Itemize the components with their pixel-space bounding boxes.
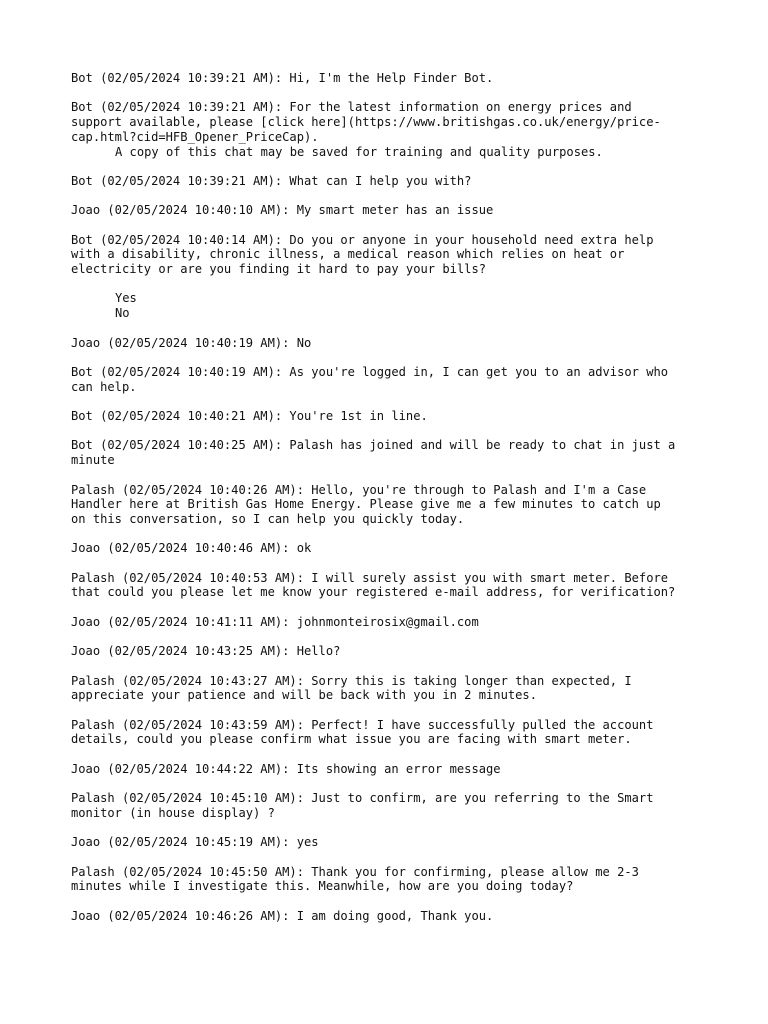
message-line: details, could you please confirm what issue you are facing with smart meter. bbox=[71, 732, 632, 747]
chat-message bbox=[71, 233, 731, 277]
message-line: Joao (02/05/2024 10:40:46 AM): ok bbox=[71, 541, 312, 556]
message-line: Joao (02/05/2024 10:44:22 AM): Its showing an error message bbox=[71, 761, 501, 776]
chat-message bbox=[71, 336, 731, 351]
message-line: minute bbox=[71, 453, 115, 468]
chat-message bbox=[71, 71, 731, 86]
chat-message bbox=[71, 438, 731, 467]
message-line: Joao (02/05/2024 10:40:19 AM): No bbox=[71, 335, 312, 350]
chat-message bbox=[71, 791, 731, 820]
message-line: Bot (02/05/2024 10:40:21 AM): You're 1st in line. bbox=[71, 409, 428, 424]
message-line: support available, please [click here](https://www.britishgas.co.uk/energy/price- bbox=[71, 115, 661, 130]
message-line: Joao (02/05/2024 10:41:11 AM): johnmonteirosix@gmail.com bbox=[71, 614, 479, 629]
chat-message bbox=[71, 644, 731, 659]
chat-message bbox=[71, 203, 731, 218]
chat-message bbox=[71, 835, 731, 850]
chat-message bbox=[71, 909, 731, 924]
message-line: Joao (02/05/2024 10:46:26 AM): I am doing good, Thank you. bbox=[71, 908, 494, 923]
message-line: Palash (02/05/2024 10:40:53 AM): I will surely assist you with smart meter. Before bbox=[71, 570, 669, 585]
message-line: Joao (02/05/2024 10:40:10 AM): My smart meter has an issue bbox=[71, 203, 494, 218]
chat-message bbox=[71, 762, 731, 777]
chat-options bbox=[71, 291, 731, 320]
chat-message bbox=[71, 865, 731, 894]
message-line: Handler here at British Gas Home Energy. Please give me a few minutes to catch up bbox=[71, 497, 661, 512]
message-line: electricity or are you finding it hard to pay your bills? bbox=[71, 262, 487, 277]
message-line: Bot (02/05/2024 10:39:21 AM): What can I help you with? bbox=[71, 173, 472, 188]
message-line: that could you please let me know your registered e-mail address, for verification? bbox=[71, 585, 676, 600]
message-line: cap.html?cid=HFB_Opener_PriceCap). bbox=[71, 129, 319, 144]
chat-transcript bbox=[71, 71, 731, 938]
message-line: Joao (02/05/2024 10:43:25 AM): Hello? bbox=[71, 644, 341, 659]
message-line: Bot (02/05/2024 10:40:14 AM): Do you or anyone in your household need extra help bbox=[71, 232, 654, 247]
chat-message bbox=[71, 483, 731, 527]
message-line: minutes while I investigate this. Meanwhile, how are you doing today? bbox=[71, 879, 574, 894]
chat-message bbox=[71, 100, 731, 159]
message-line: with a disability, chronic illness, a medical reason which relies on heat or bbox=[71, 247, 625, 262]
chat-message bbox=[71, 409, 731, 424]
message-line: appreciate your patience and will be back with you in 2 minutes. bbox=[71, 688, 537, 703]
message-note: A copy of this chat may be saved for training and quality purposes. bbox=[115, 144, 603, 159]
chat-message bbox=[71, 718, 731, 747]
message-line: Palash (02/05/2024 10:43:27 AM): Sorry this is taking longer than expected, I bbox=[71, 673, 632, 688]
quick-reply-option[interactable]: Yes bbox=[115, 291, 137, 306]
chat-message bbox=[71, 541, 731, 556]
message-line: Bot (02/05/2024 10:39:21 AM): For the latest information on energy prices and bbox=[71, 100, 632, 115]
chat-message bbox=[71, 365, 731, 394]
message-line: Palash (02/05/2024 10:40:26 AM): Hello, you're through to Palash and I'm a Case bbox=[71, 482, 647, 497]
message-line: Bot (02/05/2024 10:40:19 AM): As you're logged in, I can get you to an advisor who bbox=[71, 364, 669, 379]
quick-reply-option[interactable]: No bbox=[115, 306, 130, 321]
message-line: Palash (02/05/2024 10:45:50 AM): Thank you for confirming, please allow me 2-3 bbox=[71, 864, 639, 879]
quick-reply-options bbox=[71, 291, 731, 320]
chat-message bbox=[71, 571, 731, 600]
message-line: Palash (02/05/2024 10:43:59 AM): Perfect! I have successfully pulled the account bbox=[71, 717, 654, 732]
chat-message bbox=[71, 174, 731, 189]
message-line: on this conversation, so I can help you quickly today. bbox=[71, 511, 465, 526]
message-line: Joao (02/05/2024 10:45:19 AM): yes bbox=[71, 835, 319, 850]
message-line: monitor (in house display) ? bbox=[71, 805, 275, 820]
chat-message bbox=[71, 615, 731, 630]
message-line: Bot (02/05/2024 10:39:21 AM): Hi, I'm the Help Finder Bot. bbox=[71, 71, 494, 85]
message-line: Bot (02/05/2024 10:40:25 AM): Palash has joined and will be ready to chat in just a bbox=[71, 438, 676, 453]
message-line: Palash (02/05/2024 10:45:10 AM): Just to confirm, are you referring to the Smart bbox=[71, 791, 654, 806]
chat-message bbox=[71, 674, 731, 703]
message-line: can help. bbox=[71, 379, 137, 394]
